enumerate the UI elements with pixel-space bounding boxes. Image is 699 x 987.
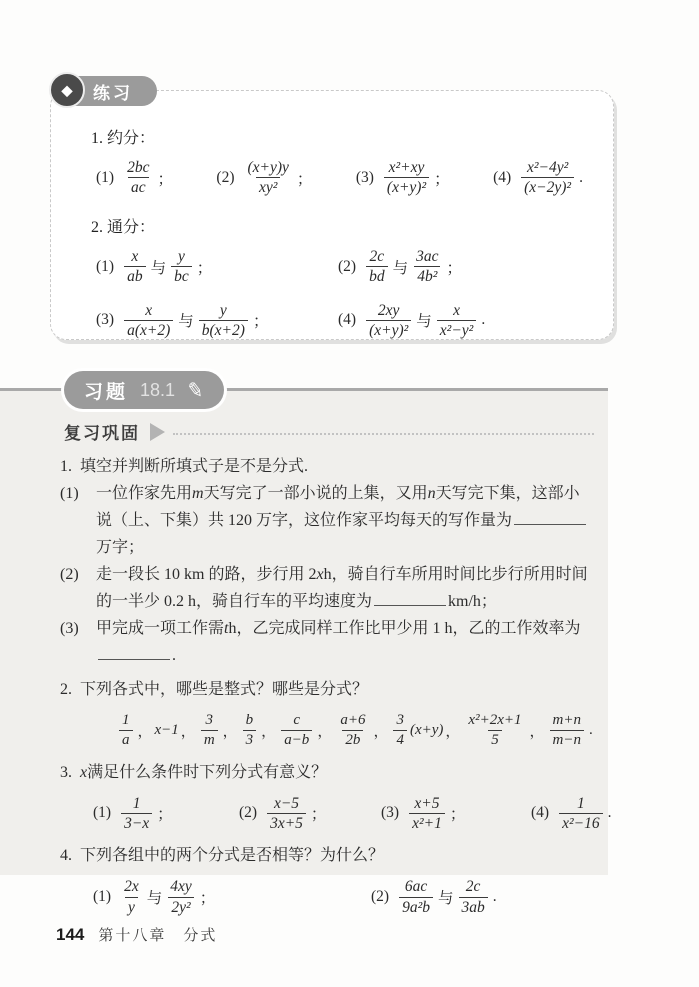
fraction: $\frac{(x+y)y}{\text{xy²}}$ [247,159,289,197]
text: 走一段长 10 km 的路，步行用 2 [96,566,317,583]
math-text: x [80,763,88,781]
fraction: $\frac{2x}{y}$ [124,878,139,916]
fraction: $\frac{2c}{bd}$ [366,247,388,287]
text: 与 [437,890,454,908]
problem-row [60,794,612,834]
practice-badge-label: 练习 [93,83,133,103]
problem-row [79,301,589,341]
text: ， [180,723,196,740]
fraction: $\frac{x+5}{\text{x²+1}}$ [409,794,445,834]
practice-box [50,81,614,340]
problem-label: (1) [96,168,115,186]
fraction: $\frac{1}{a}$ [119,711,133,750]
text: ； [296,170,313,188]
text-line [96,480,588,507]
subitem-lines [96,615,582,669]
text: 甲完成一项工作需 [96,620,225,637]
fill-in-blank [514,511,586,525]
text: 与 [392,259,409,277]
text: 下列各式中，哪些是整式？哪些是分式？ [80,681,369,698]
fraction: $\frac{2bc}{ac}$ [127,159,150,197]
text: 的一半少 0.2 h，骑自行车的平均速度为 [96,593,373,610]
problem-label: (4) [493,168,512,186]
fraction: $\frac{x-5}{3x+5}$ [267,794,306,834]
problem-label: (4) [531,804,550,822]
problem-item [96,247,338,287]
item-title [60,677,582,703]
practice-content [51,91,613,340]
text: ， [222,723,238,740]
problem-item [96,301,338,341]
text: 天写完下集，这部小 [435,485,580,502]
problem-item [493,158,585,198]
exercise-badge [64,371,224,409]
subitem [60,480,582,561]
fraction: $\frac{4xy}{\text{2y²}}$ [170,878,192,916]
text: 与 [178,313,194,331]
math-text: (x+y) [409,721,444,738]
text: ， [373,723,389,740]
page-footer [56,924,217,945]
text: km/h； [448,593,497,610]
fraction: $\frac{3}{m}$ [201,711,218,750]
problem-label: (3) [381,804,400,822]
problem-item [338,247,589,287]
text-line [96,561,588,588]
fraction: $\frac{6ac}{\text{9a²b}}$ [399,877,433,917]
text: ； [449,806,466,824]
text: 填空并判断所填式子是不是分式. [80,458,309,475]
exercise-item [60,677,593,750]
dotted-leader [173,431,594,435]
fraction: $\frac{b}{3}$ [243,711,257,750]
text: ， [137,723,153,740]
exercise-item [60,454,588,669]
item-title [60,843,582,869]
problem-item [96,158,175,198]
fraction: $\frac{y}{bc}$ [171,247,192,287]
math-text: n [427,485,436,502]
subitem [60,561,588,615]
text: 与 [146,890,163,908]
text: h，骑自行车所用时间比步行所用时间 [323,566,588,583]
math-text: x−1 [154,721,179,738]
fraction: $\frac{x}{a(x+2)}$ [124,301,173,341]
diamond-compass-icon: ◆ [49,72,85,108]
problem-row [79,247,589,287]
problem-item [116,711,595,750]
problem-label: (4) [338,311,357,329]
problem-label: (3) [96,311,115,329]
practice-badge [57,76,157,106]
fraction: $\frac{\text{x²+xy}}{\text{(x+y)²}}$ [384,158,429,198]
problem-label: (2) [216,168,235,186]
item-title [60,454,582,480]
exercise-badge-number: 18.1 [140,379,176,400]
exercise-item [60,843,582,917]
text: ， [445,723,461,740]
text: ， [261,723,277,740]
fraction: $\frac{1}{\text{x²−16}}$ [559,794,603,834]
fill-in-blank [98,646,170,660]
text-line [96,588,588,615]
text: 天写完了一部小说的上集，又用 [203,485,428,502]
text: . [172,647,176,664]
text: . [492,888,497,906]
problem-label: (3) [60,620,79,637]
text: ； [252,313,269,331]
item-number: 1. [60,458,72,475]
text: 万字； [96,539,145,556]
item-number: 2. [60,681,72,698]
subitem-lines [96,480,588,561]
problem-item [356,158,452,198]
fraction: $\frac{c}{a-b}$ [281,711,312,750]
subitem-lines [96,561,588,615]
problem-label: (2) [60,566,79,583]
problem-item [239,794,381,834]
item-title [60,760,582,786]
text: ； [196,259,213,277]
fraction: $\frac{y}{b(x+2)}$ [199,301,248,341]
fraction: $\frac{\text{x²+2x+1}}{5}$ [468,712,522,748]
text: 一位作家先用 [96,485,193,502]
problem-item [371,877,582,917]
problem-row [79,158,589,198]
fraction: $\frac{1}{3-x}$ [121,794,152,834]
exercise-items [0,454,612,917]
text: . [588,721,593,738]
fraction: $\frac{\text{x²−4y²}}{\text{(x−2y)²}}$ [521,158,574,198]
fraction: $\frac{m+n}{m-n}$ [550,711,584,750]
text: ； [157,806,173,824]
problem-label: (1) [60,485,79,502]
text: . [579,168,583,186]
exercise-badge-label: 习题 [84,381,129,403]
fraction: $\frac{x}{ab}$ [124,247,146,287]
problem-label: (2) [371,888,390,906]
problem-label: (1) [96,257,115,275]
problem-item [531,794,613,834]
problem-row [60,877,582,917]
problem-label: (2) [239,804,258,822]
text: ， [529,723,545,740]
text: 与 [416,313,432,331]
item-number: 3. [60,763,72,781]
page-number: 144 [56,925,85,944]
problem-row [60,711,593,750]
text: . [607,804,612,822]
problem-item [381,794,531,834]
text-line [96,642,582,669]
text: ， [317,723,333,740]
subitem [60,615,582,669]
problem-label: (1) [93,888,112,906]
text: ； [310,806,327,824]
fraction: $\frac{3ac}{\text{4b²}}$ [416,247,439,286]
text: ； [157,170,173,188]
problem-item [338,301,589,341]
text-line [96,615,582,642]
text: ； [434,170,450,188]
fill-in-blank [374,592,446,606]
exercise-item [60,760,612,834]
text: 与 [150,259,167,277]
fraction: $\frac{2c}{3ab}$ [459,877,488,917]
text: . [481,311,486,329]
text-line [96,534,588,561]
fraction: $\frac{x}{\text{x²−y²}}$ [437,301,477,341]
pencil-icon: ✎ [185,378,206,403]
chapter-title: 第十八章 分式 [98,928,218,944]
problem-label: (2) [338,257,357,275]
problem-label: (3) [355,168,374,186]
item-number: 4. [60,847,72,865]
fraction: $\frac{a+6}{2b}$ [340,712,366,748]
math-text: t [224,620,229,637]
exercise-panel [0,378,612,916]
text-line [96,507,588,534]
fraction: $\frac{2xy}{\text{(x+y)²}}$ [366,301,411,341]
math-text: x [316,566,324,583]
review-section-title: 复习巩固 [64,424,140,443]
section-title: 1. 约分： [91,130,156,147]
text: 下列各组中的两个分式是否相等？为什么？ [80,847,385,865]
text: 满足什么条件时下列分式有意义？ [87,763,328,781]
problem-item [216,158,314,198]
problem-item [93,877,371,917]
fraction: $\frac{3}{4}$ [393,711,407,750]
problem-item [93,794,239,834]
text: ； [446,259,462,277]
text: 说（上、下集）共 120 万字，这位作家平均每天的写作量为 [96,512,513,529]
math-text: m [192,485,204,502]
problem-label: (1) [93,804,112,822]
section-title: 2. 通分： [91,218,156,236]
triangle-icon [150,423,165,441]
text: h，乙完成同样工作比甲少用 1 h，乙的工作效率为 [228,620,581,637]
text: ； [199,890,216,908]
